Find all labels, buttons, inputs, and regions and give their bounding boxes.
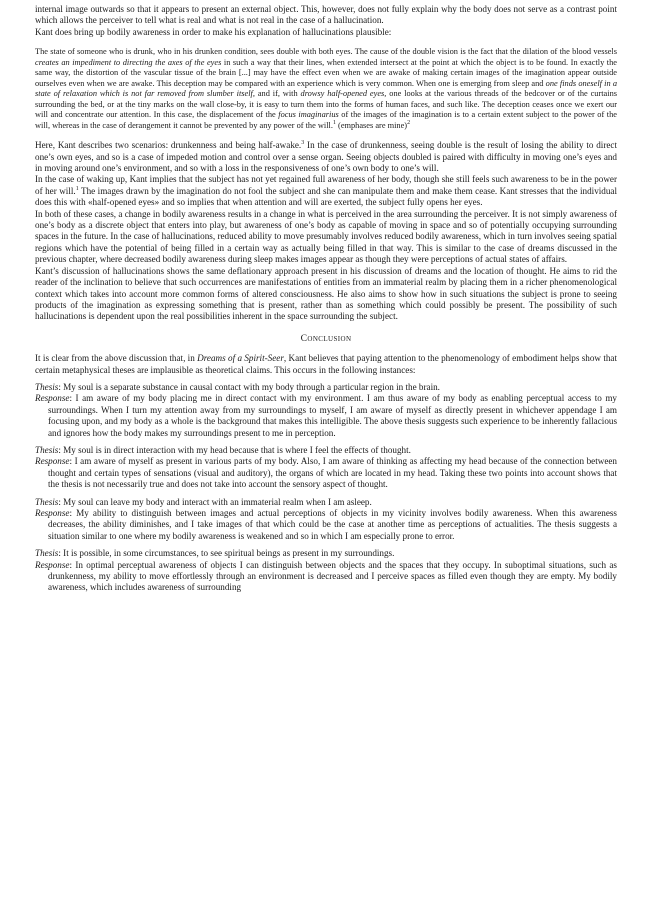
paragraph: Kant’s discussion of hallucinations shows the same deflationary approach present in his discussion of dreams and the location of thought. He aims to rid the reader of the inclination to believe that such occurrences are manifestations of entities from an immaterial realm by placing them in a richer phenomenological context which takes into account more common forms of altered consciousness. He also aims to show how in such situations the subject is prone to seeing products of the imagination as expressing something that is present, rather than as something which could possibly be present. The possibility of such hallucinations is dependent upon the real possibilities inherent in the space surrounding the subject. (35, 265, 617, 322)
thesis: Thesis: My soul is in direct interaction with my head because that is where I feel the effects of thought. (35, 444, 411, 455)
thesis-response-item (35, 382, 617, 439)
response: Response: In optimal perceptual awareness of objects I can distinguish between objects and the spaces that they occupy. In suboptimal situations, such as drunkenness, my ability to move effortlessly through an environment is decreased and I perceive spaces as filled even though they are empty. My bodily awareness, which includes awareness of surrounding (35, 559, 617, 593)
thesis-response-item (35, 497, 617, 543)
footnote-ref[interactable]: 2 (407, 119, 411, 126)
thesis: Thesis: My soul is a separate substance in causal contact with my body through a particular region in the brain. (35, 381, 440, 392)
footnote-ref[interactable]: 1 (75, 185, 79, 192)
paragraph: internal image outwards so that it appears to present an external object. This, however, does not fully explain why the body does not serve as a contrast point which allows the perceiver to tell what is real and what is not real in the case of a hallucination. (35, 4, 617, 26)
book-title: Dreams of a Spirit-Seer (197, 353, 284, 364)
thesis-response-item (35, 548, 617, 594)
paragraph: It is clear from the above discussion that, in Dreams of a Spirit-Seer, Kant believes that paying attention to the phenomenology of embodiment helps show that certain metaphysical theses are implausible as theoretical claims. This occurs in the following instances: (35, 353, 617, 375)
thesis: Thesis: My soul can leave my body and interact with an immaterial realm when I am asleep. (35, 496, 372, 507)
response: Response: I am aware of myself as present in various parts of my body. Also, I am aware of thinking as affecting my head because of the connection between thought and certain types of sensations (visual and auditory), the organs of which are located in my head. Taking these two points into account shows that the thesis is not necessarily true and does not take into account the sensory aspect of thought. (35, 456, 617, 490)
paragraph: Kant does bring up bodily awareness in order to make his explanation of hallucinations plausible: (35, 26, 392, 37)
paragraph: In both of these cases, a change in bodily awareness results in a change in what is perceived in the area surrounding the perceiver. It is not simply awareness of one’s body as a discrete object that enters into play, but awareness of one’s body as capable of moving in space and so of potentially occupying surrounding spaces in the future. In the case of hallucinations, reduced ability to move presumably involves reduced bodily awareness, which in turn involves seeing spatial regions which have the potential of being filled in a certain way as actually being filled in that way. This is similar to the case of dreams discussed in the previous chapter, where decreased bodily awareness during sleep makes images appear as though they were perceptions of actual states of affairs. (35, 208, 617, 265)
block-quote: The state of someone who is drunk, who in his drunken condition, sees double with both eyes. The cause of the double vision is the fact that the dilation of the blood vessels creates an impediment to directing the axes of the eyes in such a way that their lines, when extended intersect at the point at which the object is to be found. In exactly the same way, the distortion of the vascular tissue of the brain [...] may have the effect even when we are awake of making certain images of the imagination appear outside ourselves even when we are awake. This deception may be compared with an experience which is very common. When one is emerging from sleep and one finds oneself in a state of relaxation which is not far removed from slumber itself, and if, with drowsy half-opened eyes, one looks at the various threads of the bedcover or of the curtains surrounding the bed, or at the tiny marks on the wall close-by, it is easy to turn them into the forms of human faces, and such like. The deception ceases once we exert our will and concentrate our attention. In this case, the displacement of the focus imaginarius of the images of the imagination is to a certain extent subject to the power of the will, whereas in the case of derangement it cannot be prevented by any power of the will.$^1$ (emphases are mine)$^2$ (35, 47, 618, 130)
response: Response: I am aware of my body placing me in direct contact with my environment. I am thus aware of my body as enabling perceptual access to my surroundings. When I turn my attention away from my surroundings to myself, I am aware of myself as directly present in whichever appendage I am focusing upon, and my body as a whole is the background that makes this intelligible. The above thesis suggests such experience to be inherently fallacious and ignores how the body makes my surroundings present to me in perception. (35, 393, 617, 438)
footnote-ref[interactable]: 1 (332, 119, 336, 126)
section-heading: Conclusion (300, 332, 352, 344)
thesis-response-item (35, 445, 617, 491)
response: Response: My ability to distinguish between images and actual perceptions of objects in my vicinity involves bodily awareness. When this awareness decreases, the ability diminishes, and I take images of that which could be the case at another time as perceptions of actualities. The thesis suggests a situation similar to one where my bodily awareness is weakened and so in which I am especially prone to error. (35, 508, 617, 541)
paragraph: Here, Kant describes two scenarios: drunkenness and being half-awake.$^3$ In the case of drunkenness, seeing double is the result of losing the ability to direct one’s own eyes, and so is a case of impeded motion and control over a sense organ. Seeing objects doubled is paired with difficulty in moving one’s eyes and in moving around one’s environment, and so with a loss in the responsiveness of one’s own body to one’s will. (35, 140, 617, 174)
thesis: Thesis: It is possible, in some circumstances, to see spiritual beings as present in my surroundings. (35, 548, 395, 559)
paragraph: In the case of waking up, Kant implies that the subject has not yet regained full awareness of her body, though she still feels such awareness to be in the power of her will.$^1$ The images drawn by the imagination do not fool the subject and she can manipulate them and make them cease. Kant stresses that the individual does this with «half-opened eyes» and so implies that when attention and will are exerted, the subject fully opens her eyes. (35, 174, 618, 208)
footnote-ref[interactable]: 3 (301, 140, 305, 147)
